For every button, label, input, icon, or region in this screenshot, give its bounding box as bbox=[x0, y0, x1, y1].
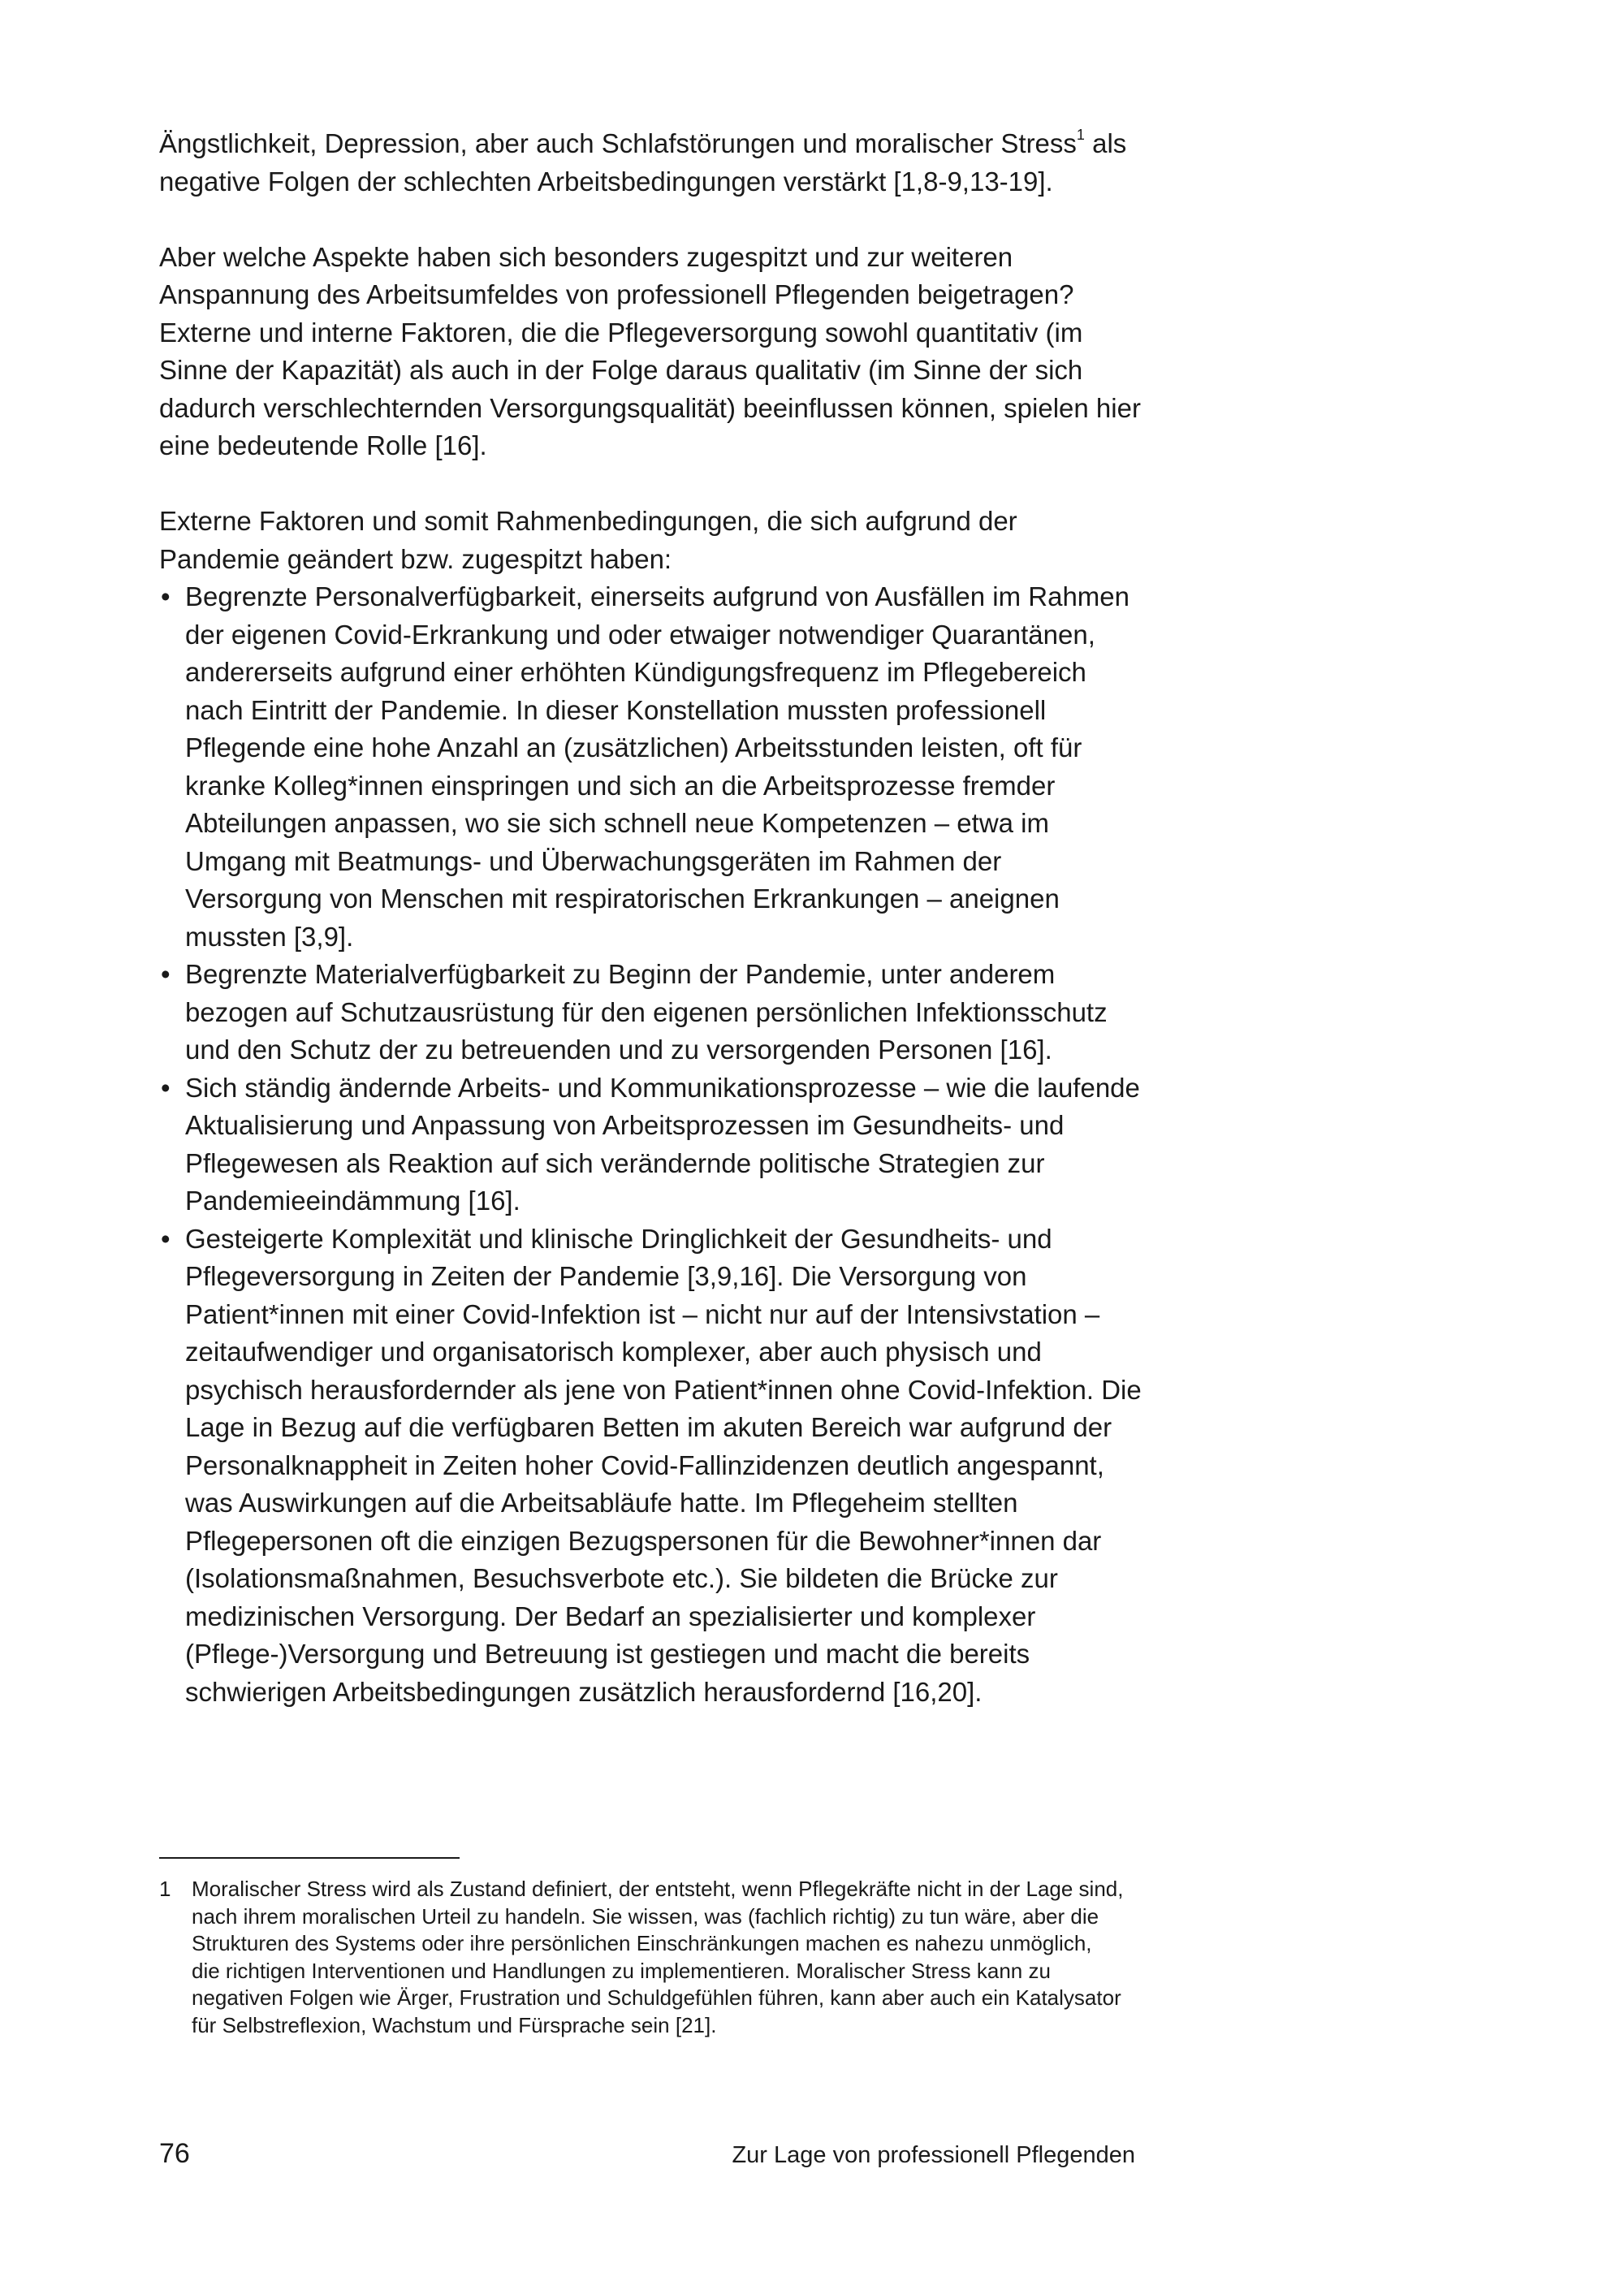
paragraph-3: Externe Faktoren und somit Rahmenbedingungen, die sich aufgrund der Pandemie geändert bzw. zugespitzt haben: bbox=[159, 506, 1017, 574]
footnote-reference: 1 bbox=[1076, 127, 1085, 143]
footnote-text: Moralischer Stress wird als Zustand definiert, der entsteht, wenn Pflegekräfte nicht in der Lage sind, nach ihrem moralischen Urteil zu handeln. Sie wissen, was (fachlich richtig) zu tun wäre, aber die Strukturen des Systems oder ihre persönlichen Einschränkungen machen es nahezu unmöglich, die richtigen Interventionen und Handlungen zu implementieren. Moralischer Stress kann zu negativen Folgen wie Ärger, Frustration und Schuldgefühlen führen, kann aber auch ein Katalysator für Selbstreflexion, Wachstum und Fürsprache sein [21]. bbox=[192, 1877, 1124, 2037]
running-title: Zur Lage von professionell Pflegenden bbox=[732, 2142, 1135, 2168]
paragraph-1 bbox=[159, 125, 1142, 201]
bullet-icon: • bbox=[161, 581, 171, 611]
list-item bbox=[159, 578, 1142, 956]
list-item bbox=[159, 956, 1142, 1069]
footnote bbox=[159, 1876, 1125, 2039]
list-item-text: Begrenzte Personalverfügbarkeit, einerseits aufgrund von Ausfällen im Rahmen der eigenen Covid-Erkrankung und oder etwaiger notwendiger Quarantänen, andererseits aufgrund einer erhöhten Kündigungsfrequenz im Pflegebereich nach Eintritt der Pandemie. In dieser Konstellation mussten professionell Pflegende eine hohe Anzahl an (zusätzlichen) Arbeitsstunden leisten, oft für kranke Kolleg*innen einspringen und sich an die Arbeitsprozesse fremder Abteilungen anpassen, wo sie sich schnell neue Kompetenzen – etwa im Umgang mit Beatmungs- und Überwachungsgeräten im Rahmen der Versorgung von Menschen mit respiratorischen Erkrankungen – aneignen mussten [3,9]. bbox=[185, 581, 1129, 952]
list-item bbox=[159, 1069, 1142, 1220]
bullet-icon: • bbox=[161, 1223, 171, 1254]
paragraph-1-text: Ängstlichkeit, Depression, aber auch Schlafstörungen und moralischer Stress bbox=[159, 128, 1077, 158]
list-item-text: Sich ständig ändernde Arbeits- und Kommunikationsprozesse – wie die laufende Aktualisierung und Anpassung von Arbeitsprozessen im Gesundheits- und Pflegewesen als Reaktion auf sich verändernde politische Strategien zur Pandemieeindämmung [16]. bbox=[185, 1072, 1140, 1216]
page-number: 76 bbox=[159, 2138, 190, 2169]
list-item bbox=[159, 1220, 1142, 1712]
bullet-icon: • bbox=[161, 1072, 171, 1103]
list-item-text: Gesteigerte Komplexität und klinische Dringlichkeit der Gesundheits- und Pflegeversorgung in Zeiten der Pandemie [3,9,16]. Die Versorgung von Patient*innen mit einer Covid-Infektion ist – nicht nur auf der Intensivstation – zeitaufwendiger und organisatorisch komplexer, aber auch physisch und psychisch herausfordernder als jene von Patient*innen ohne Covid-Infektion. Die Lage in Bezug auf die verfügbaren Betten im akuten Bereich war aufgrund der Personalknappheit in Zeiten hoher Covid-Fallinzidenzen deutlich angespannt, was Auswirkungen auf die Arbeitsabläufe hatte. Im Pflegeheim stellten Pflegepersonen oft die einzigen Bezugspersonen für die Bewohner*innen dar (Isolationsmaßnahmen, Besuchsverbote etc.). Sie bildeten die Brücke zur medizinischen Versorgung. Der Bedarf an spezialisierter und komplexer (Pflege-)Versorgung und Betreuung ist gestiegen und macht die bereits schwierigen Arbeitsbedingungen zusätzlich herausfordernd [16,20]. bbox=[185, 1223, 1142, 1707]
footnote-divider bbox=[159, 1857, 460, 1859]
footnote-number: 1 bbox=[159, 1877, 171, 1901]
paragraph-1-text-continued: als negative Folgen der schlechten Arbeitsbedingungen verstärkt [1,8-9,13-19]. bbox=[159, 128, 1127, 197]
list-item-text: Begrenzte Materialverfügbarkeit zu Beginn der Pandemie, unter anderem bezogen auf Schutzausrüstung für den eigenen persönlichen Infektionsschutz und den Schutz der zu betreuenden und zu versorgenden Personen [16]. bbox=[185, 959, 1108, 1065]
paragraph-2: Aber welche Aspekte haben sich besonders zugespitzt und zur weiteren Anspannung des Arbeitsumfeldes von professionell Pflegenden beigetragen? Externe und interne Faktoren, die die Pflegeversorgung sowohl quantitativ (im Sinne der Kapazität) als auch in der Folge daraus qualitativ (im Sinne der sich dadurch verschlechternden Versorgungsqualität) beeinflussen können, spielen hier eine bedeutende Rolle [16]. bbox=[159, 241, 1141, 460]
factor-list bbox=[159, 578, 1142, 1711]
bullet-icon: • bbox=[161, 959, 171, 989]
main-text bbox=[159, 125, 1142, 1711]
